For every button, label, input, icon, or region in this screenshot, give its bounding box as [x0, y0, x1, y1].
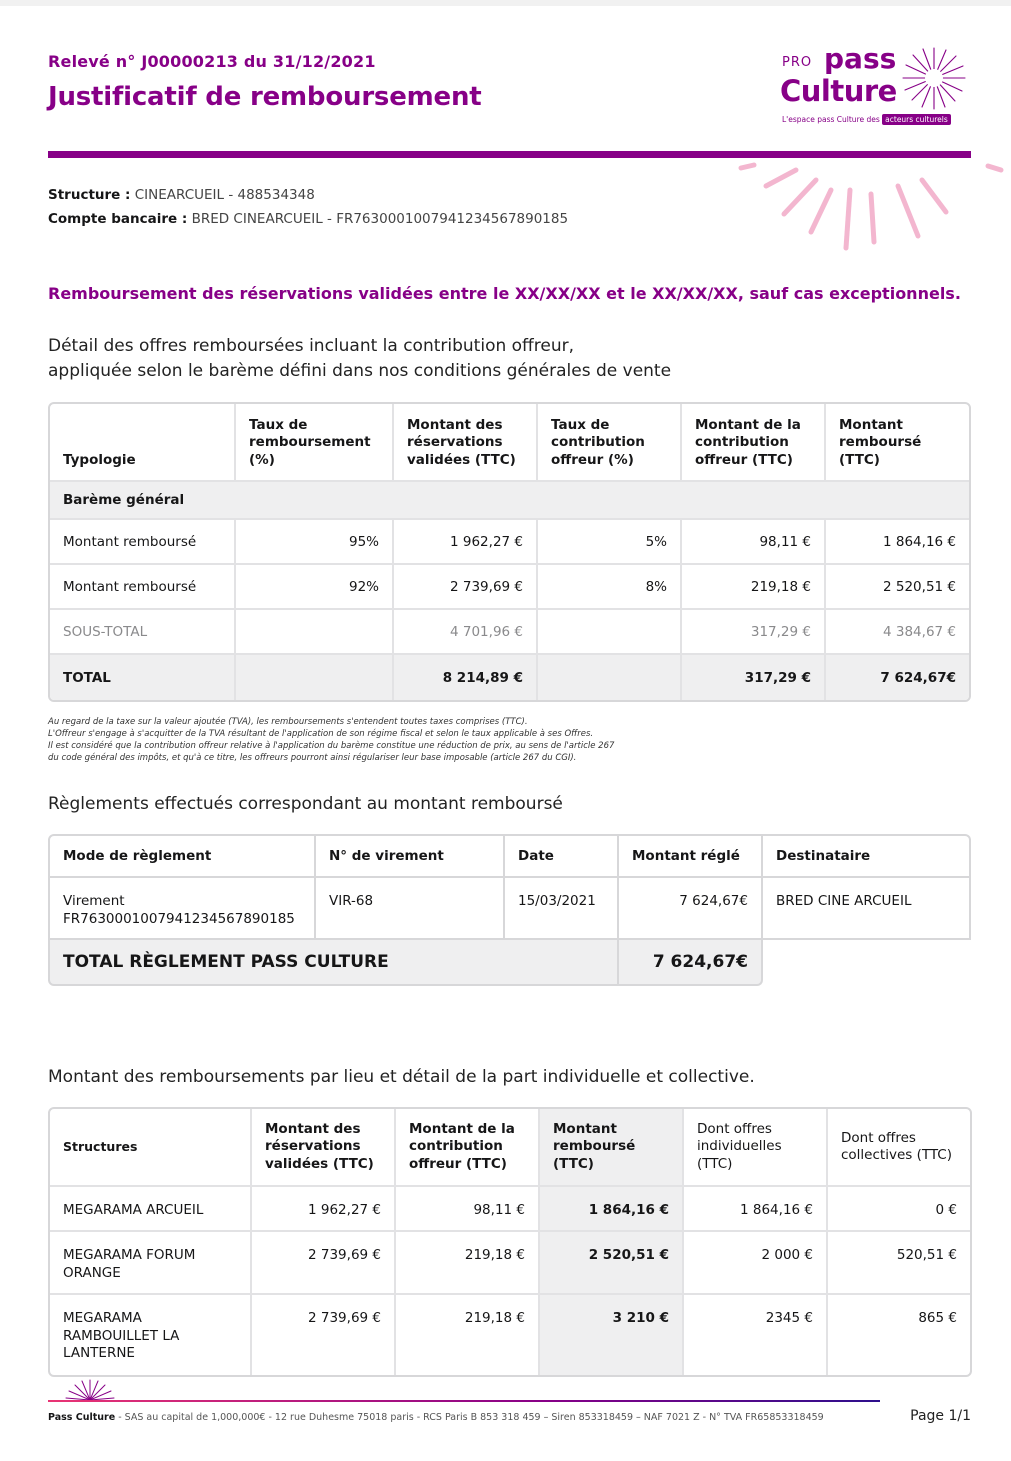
table-row: Montant remboursé 92% 2 739,69 € 8% 219,18 € 2 520,51 €: [50, 565, 969, 610]
top-strip: [0, 0, 1011, 6]
table-row: Virement FR7630001007941234567890185 VIR-68 15/03/2021 7 624,67€ BRED CINE ARCUEIL: [48, 878, 971, 940]
venues-table: [48, 1107, 972, 1377]
detail-intro: Détail des offres remboursées incluant la contribution offreur, appliquée selon le barème défini dans nos conditions générales de vente: [48, 336, 672, 381]
subtotal-row: SOUS-TOTAL 4 701,96 € 317,29 € 4 384,67 €: [50, 610, 969, 655]
decorative-rays-icon: [736, 150, 1011, 260]
reimbursement-note: Remboursement des réservations validées entre le XX/XX/XX et le XX/XX/XX, sauf cas exceptionnels.: [48, 284, 961, 303]
structure-info: Structure : CINEARCUEIL - 488534348: [48, 187, 315, 203]
table-row: MEGARAMA RAMBOUILLET LA LANTERNE 2 739,69 € 219,18 € 3 210 € 2345 € 865 €: [50, 1295, 970, 1375]
bank-account-info: Compte bancaire : BRED CINEARCUEIL - FR7630001007941234567890185: [48, 211, 569, 227]
venues-title: Montant des remboursements par lieu et détail de la part individuelle et collective.: [48, 1067, 755, 1087]
section-row: Barème général: [50, 482, 969, 520]
reimbursement-detail-table: [48, 402, 971, 702]
table-row: Montant remboursé 95% 1 962,27 € 5% 98,11 € 1 864,16 €: [50, 520, 969, 565]
table-row: MEGARAMA FORUM ORANGE 2 739,69 € 219,18 € 2 520,51 € 2 000 € 520,51 €: [50, 1232, 970, 1295]
page-title: Justificatif de remboursement: [48, 82, 482, 112]
footer-sunburst-icon: [60, 1378, 120, 1402]
sunburst-icon: [900, 44, 968, 112]
table-header: Structures Montant des réservations validées (TTC) Montant de la contribution offreur (TTC) Montant remboursé (TTC) Dont offres individuelles (TTC) Dont offres collectives (TTC): [50, 1109, 970, 1187]
footer-legal: Pass Culture - SAS au capital de 1,000,000€ - 12 rue Duhesme 75018 paris - RCS Paris B 853 318 459 – Siren 853318459 – NAF 7021 Z - N° TVA FR65853318459: [48, 1412, 824, 1423]
footer-rule: [48, 1400, 880, 1402]
payment-total-row: TOTAL RÈGLEMENT PASS CULTURE 7 624,67€: [48, 940, 971, 986]
total-row: TOTAL 8 214,89 € 317,29 € 7 624,67€: [50, 655, 969, 700]
payments-table: [48, 834, 971, 986]
statement-number: Relevé n° J00000213 du 31/12/2021: [48, 52, 376, 71]
payments-title: Règlements effectués correspondant au montant remboursé: [48, 794, 563, 814]
page-number: Page 1/1: [910, 1408, 971, 1424]
table-header: Typologie Taux de remboursement (%) Montant des réservations validées (TTC) Taux de contribution offreur (%) Montant de la contribution offreur (TTC) Montant remboursé (TTC): [50, 404, 969, 482]
pass-culture-pro-logo: PRO pass Culture L'espace pass Culture des acteurs culturels: [780, 44, 970, 130]
table-header: Mode de règlement N° de virement Date Montant réglé Destinataire: [48, 834, 971, 878]
vat-fine-print: Au regard de la taxe sur la valeur ajoutée (TVA), les remboursements s'entendent toutes taxes comprises (TTC). L'Offreur s'engage à s'acquitter de la TVA résultant de l'application de son régime fiscal et selon le taux applicable à ses Offres. Il est considéré que la contribution offreur relative à l'application du barème constitue une réduction de prix, au sens de l'article 267 du code général des impôts, et qu'à ce titre, les offreurs pourront ainsi régulariser leur base imposable (article 267 du CGI).: [48, 717, 615, 763]
table-row: MEGARAMA ARCUEIL 1 962,27 € 98,11 € 1 864,16 € 1 864,16 € 0 €: [50, 1187, 970, 1232]
